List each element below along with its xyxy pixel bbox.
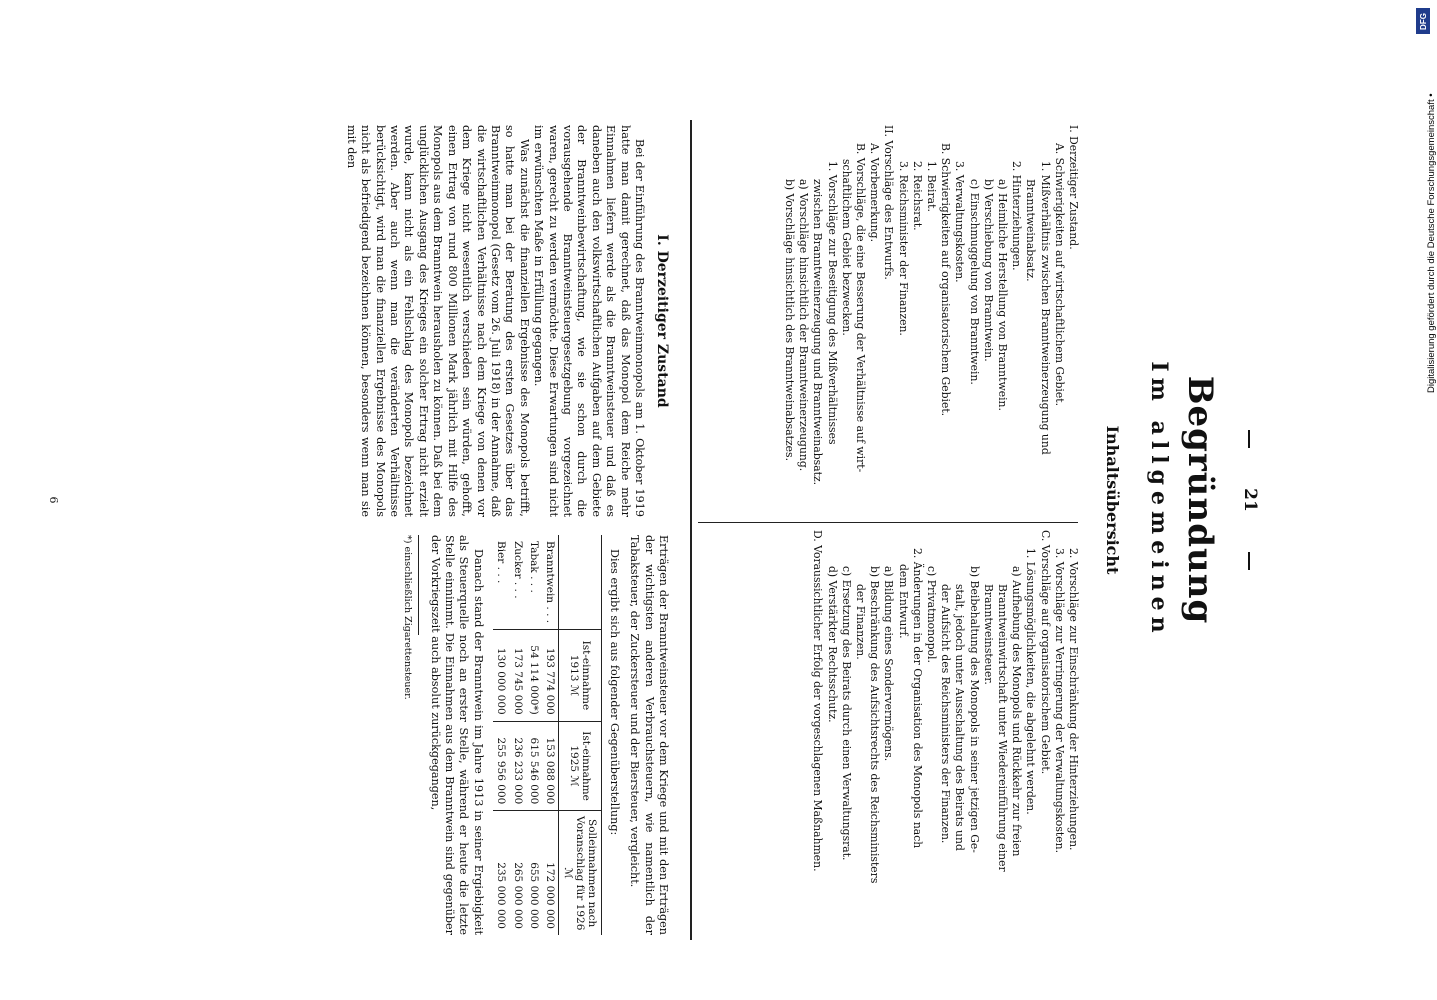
paragraph: Erträgen der Branntweinsteuer vor dem Kriege und mit den Erträgen der wichtigsten anderen Verbrauchsteuern, wie namentlich der Tabaksteuer, der Zuckersteuer und der Biersteuer, vergleicht. bbox=[628, 535, 670, 935]
table-cell: 255 956 000 bbox=[493, 721, 509, 811]
footnote-rule bbox=[418, 535, 419, 635]
toc-entry: Branntweinwirtschaft unter Wiedereinführung einer bbox=[995, 584, 1009, 872]
dash-right bbox=[1249, 552, 1251, 570]
table-row bbox=[542, 535, 559, 935]
toc-entry: 2. Hinterziehungen. bbox=[1010, 161, 1024, 271]
toc-entry: c) Privatmonopol. bbox=[924, 566, 938, 663]
toc-entry: 1. Beirat. bbox=[924, 161, 938, 212]
toc-entry: 3. Vorschläge zur Verringerung der Verwaltungskosten. bbox=[1052, 548, 1066, 854]
table-cell: 130 000 000 bbox=[493, 630, 509, 722]
toc-entry: 1. Vorschläge zur Beseitigung des Mißverhältnisses bbox=[825, 161, 839, 445]
footnote: *) einschließlich Zigarettensteuer. bbox=[402, 535, 414, 700]
toc-entry: dem Entwurf. bbox=[896, 564, 910, 639]
table-cell: 235 000 000 bbox=[493, 811, 509, 935]
toc-entry: A. Vorbemerkung. bbox=[868, 143, 882, 243]
digitization-credit bbox=[1412, 8, 1437, 992]
toc-entry: I. Derzeitiger Zustand. bbox=[1067, 125, 1080, 250]
toc-entry: der Finanzen. bbox=[853, 584, 867, 660]
table-cell: 265 000 000 bbox=[509, 811, 525, 935]
toc-entry: II. Vorschläge des Entwurfs. bbox=[882, 125, 896, 280]
document-subtitle: Im allgemeinen bbox=[1146, 361, 1172, 639]
toc-entry: b) Verschiebung von Branntwein. bbox=[981, 179, 995, 362]
toc-left-column bbox=[782, 125, 1080, 520]
column-rule bbox=[698, 522, 1078, 523]
table-header: Ist-einnahme 1925 ℳ bbox=[559, 721, 602, 811]
section-heading: I. Derzeitiger Zustand bbox=[654, 234, 670, 408]
page-footer-number: 6 bbox=[47, 496, 60, 504]
toc-entry: 3. Verwaltungskosten. bbox=[953, 161, 967, 283]
toc-entry: schaftlichem Gebiet bezwecken. bbox=[839, 159, 853, 336]
table-header: Ist-einnahme 1913 ℳ bbox=[559, 630, 602, 722]
table-cell: Zucker . . . bbox=[511, 541, 524, 599]
table-cell: 615 546 000 bbox=[526, 721, 542, 811]
revenue-table bbox=[493, 535, 603, 935]
toc-entry: 3. Reichsminister der Finanzen. bbox=[896, 161, 910, 336]
table-header bbox=[559, 535, 602, 630]
toc-entry: Branntweinsteuer. bbox=[981, 584, 995, 685]
section-separator bbox=[691, 120, 693, 940]
table-header-row bbox=[559, 535, 602, 935]
toc-entry: a) Bildung eines Sondervermögens. bbox=[882, 566, 896, 762]
toc-entry: stalt, jedoch unter Ausschaltung des Beirats und bbox=[953, 584, 967, 851]
toc-entry: C. Vorschläge auf organisatorischem Gebiet. bbox=[1038, 530, 1052, 775]
toc-entry: B. Vorschläge, die eine Besserung der Verhältnisse auf wirt- bbox=[853, 143, 867, 473]
table-header: Solleinnahmen nach Voranschlag für 1926 ℳ bbox=[559, 811, 602, 935]
toc-entry: c) Ersetzung des Beirats durch einen Verwaltungsrat. bbox=[839, 566, 853, 861]
paragraph: Was zunächst die finanziellen Ergebnisse des Monopols betrifft, so hatte man bei der Beratung des ersten Gesetzes über das Branntweinmonopol (Gesetz vom 26. Juli 1918) in der Annahme, daß die wirtschaftlichen Verhältnisse nach dem Kriege von denen vor dem Kriege nicht wesentlich verschieden sein würden, gehofft, einen Ertrag von rund 800 Millionen Mark jährlich mit Hilfe des Monopols aus dem Branntwein herausholen zu können. Daß bei dem unglücklichen Ausgang des Krieges ein solcher Ertrag nicht erzielt wurde, kann nicht als ein Fehlschlag des Monopols bezeichnet werden. Aber auch wenn man die veränderten Verhältnisse berücksichtigt, wird man die finanziellen Ergebnisse des Monopols nicht als befriedigend bezeichnen können, besonders wenn man sie mit den bbox=[344, 125, 531, 517]
toc-title: Inhaltsübersicht bbox=[1103, 425, 1122, 575]
table-cell: 153 088 000 bbox=[542, 721, 559, 811]
paragraph: Bei der Einführung des Branntweinmonopols am 1. Oktober 1919 hatte man damit gerechnet, daß das Monopol dem Reiche mehr Einnahmen liefern werde als die Branntweinsteuer und daß es daneben auch den volkswirtschaftlichen Aufgaben auf dem Gebiete der Branntweinbewirtschaftung, wie sie schon durch die vorausgehende Branntweinsteuergesetzgebung vorgezeichnet waren, gerecht zu werden vermöchte. Diese Erwartungen sind nicht im erwünschten Maße in Erfüllung gegangen. bbox=[532, 125, 646, 517]
toc-entry: A. Schwierigkeiten auf wirtschaftlichem Gebiet. bbox=[1052, 143, 1066, 407]
toc-entry: zwischen Branntweinerzeugung und Branntweinabsatz. bbox=[811, 179, 825, 486]
table-cell: Bier . . . bbox=[495, 541, 508, 584]
table-intro: Dies ergibt sich aus folgender Gegenüberstellung: bbox=[607, 549, 621, 836]
table-cell: 193 774 000 bbox=[542, 630, 559, 722]
toc-entry: b) Vorschläge hinsichtlich des Branntweinabsatzes. bbox=[782, 179, 796, 462]
table-cell: 172 000 000 bbox=[542, 811, 559, 935]
table-cell: Branntwein . . . bbox=[544, 541, 557, 624]
toc-entry: B. Schwierigkeiten auf organisatorischem Gebiet. bbox=[939, 143, 953, 417]
toc-entry: 2. Vorschläge zur Einschränkung der Hinterziehungen. bbox=[1067, 548, 1080, 851]
toc-entry: b) Beibehaltung des Monopols in seiner jetzigen Ge- bbox=[967, 566, 981, 853]
table-cell: 54 114 000*) bbox=[526, 630, 542, 722]
toc-entry: d) Verstärkter Rechtsschutz. bbox=[825, 566, 839, 723]
body-left-column bbox=[343, 125, 670, 517]
toc-entry: der Aufsicht des Reichsministers der Finanzen. bbox=[939, 584, 953, 844]
table-row bbox=[526, 535, 542, 935]
credit-text: Digitalisierung gefördert durch die Deutsche Forschungsgemeinschaft • bbox=[1426, 93, 1437, 393]
body-right-column bbox=[400, 535, 670, 935]
table-cell: 655 000 000 bbox=[526, 811, 542, 935]
toc-entry: c) Einschmuggelung von Branntwein. bbox=[967, 179, 981, 385]
toc-entry: a) Vorschläge hinsichtlich der Branntweinerzeugung. bbox=[797, 179, 811, 472]
table-row bbox=[493, 535, 509, 935]
toc-entry: D. Voraussichtlicher Erfolg der vorgeschlagenen Maßnahmen. bbox=[811, 530, 825, 872]
toc-entry: Branntweinabsatz. bbox=[1024, 179, 1038, 282]
table-cell: 236 233 000 bbox=[509, 721, 525, 811]
toc-entry: a) Heimliche Herstellung von Branntwein. bbox=[995, 179, 1009, 411]
toc-right-column bbox=[810, 530, 1080, 940]
table-cell: Tabak . . . bbox=[527, 541, 540, 593]
table-cell: 173 745 000 bbox=[509, 630, 525, 722]
toc-entry: 2. Reichsrat. bbox=[910, 161, 924, 231]
table-row bbox=[509, 535, 525, 935]
dfg-logo: DFG bbox=[1416, 8, 1430, 34]
toc-entry: 1. Lösungsmöglichkeiten, die abgelehnt werden. bbox=[1024, 548, 1038, 815]
document-title: Begründung bbox=[1180, 375, 1220, 625]
toc-entry: b) Beschränkung des Aufsichtsrechts des Reichsministers bbox=[868, 566, 882, 884]
paragraph: Danach stand der Branntwein im Jahre 1913 in seiner Ergiebigkeit als Steuerquelle noch an erster Stelle, während er heute die letzte Stelle einnimmt. Die Einnahmen aus dem Branntwein sind gegenüber der Vorkriegszeit auch absolut zurückgegangen, bbox=[428, 535, 485, 935]
toc-entry: 1. Mißverhältnis zwischen Branntweinerzeugung und bbox=[1038, 161, 1052, 455]
toc-entry: 2. Änderungen in der Organisation des Monopols nach bbox=[910, 548, 924, 849]
toc-entry: a) Aufhebung des Monopols und Rückkehr zur freien bbox=[1010, 566, 1024, 857]
page-number: 21 bbox=[1240, 488, 1260, 512]
